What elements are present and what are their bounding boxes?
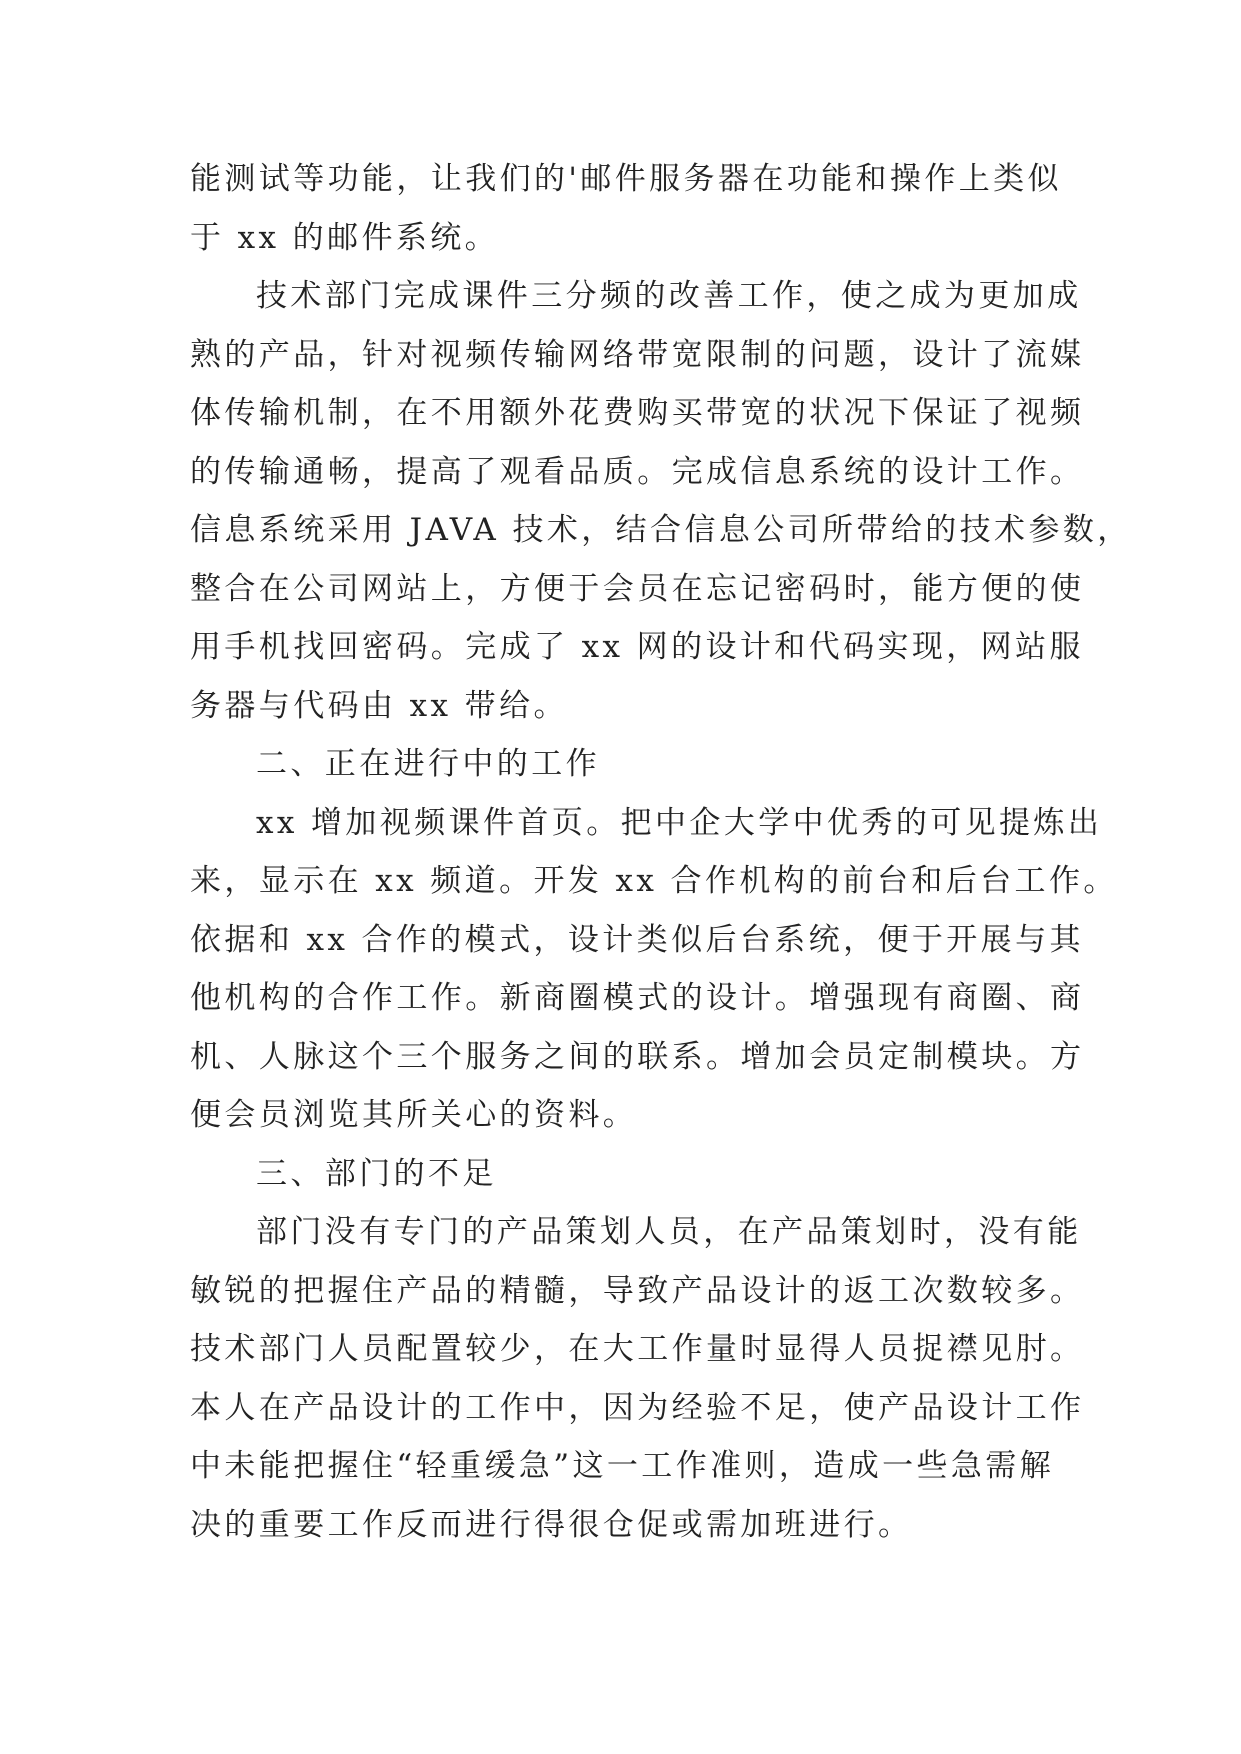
text-line: 决的重要工作反而进行得很仓促或需加班进行。 xyxy=(190,1506,913,1543)
text-line: 三、部门的不足 xyxy=(256,1155,497,1192)
text-line: 二、正在进行中的工作 xyxy=(256,746,600,782)
text-line: 技术部门人员配置较少，在大工作量时显得人员捉襟见肘。 xyxy=(190,1331,1085,1367)
text-line: 于 xx 的邮件系统。 xyxy=(190,219,500,256)
text-line: 技术部门完成课件三分频的改善工作，使之成为更加成 xyxy=(256,278,1082,314)
text-line: 便会员浏览其所关心的资料。 xyxy=(190,1097,638,1133)
text-line: 来，显示在 xx 频道。开发 xx 合作机构的前台和后台工作。 xyxy=(190,863,1118,899)
text-line: 整合在公司网站上，方便于会员在忘记密码时，能方便的使 xyxy=(190,570,1085,607)
document-body xyxy=(190,150,1132,1554)
text-line: 熟的产品，针对视频传输网络带宽限制的问题，设计了流媒 xyxy=(190,336,1085,373)
text-line: 中未能把握住“轻重缓急”这一工作准则，造成一些急需解 xyxy=(190,1448,1055,1484)
text-line: 部门没有专门的产品策划人员，在产品策划时，没有能 xyxy=(256,1214,1082,1250)
text-line: 体传输机制，在不用额外花费购买带宽的状况下保证了视频 xyxy=(190,395,1085,431)
text-line: 能测试等功能，让我们的'邮件服务器在功能和操作上类似 xyxy=(190,161,1062,197)
text-line: 务器与代码由 xx 带给。 xyxy=(190,687,568,724)
text-line: 依据和 xx 合作的模式，设计类似后台系统，便于开展与其 xyxy=(190,921,1084,958)
text-line: 信息系统采用 JAVA 技术，结合信息公司所带给的技术参数， xyxy=(190,512,1132,548)
text-line: xx 增加视频课件首页。把中企大学中优秀的可见提炼出 xyxy=(256,804,1103,841)
text-line: 敏锐的把握住产品的精髓，导致产品设计的返工次数较多。 xyxy=(190,1272,1085,1309)
text-line: 的传输通畅，提高了观看品质。完成信息系统的设计工作。 xyxy=(190,453,1085,490)
text-line: 用手机找回密码。完成了 xx 网的设计和代码实现，网站服 xyxy=(190,629,1084,665)
text-line: 本人在产品设计的工作中，因为经验不足，使产品设计工作 xyxy=(190,1389,1085,1426)
text-line: 他机构的合作工作。新商圈模式的设计。增强现有商圈、商 xyxy=(190,980,1085,1016)
text-line: 机、人脉这个三个服务之间的联系。增加会员定制模块。方 xyxy=(190,1038,1085,1075)
